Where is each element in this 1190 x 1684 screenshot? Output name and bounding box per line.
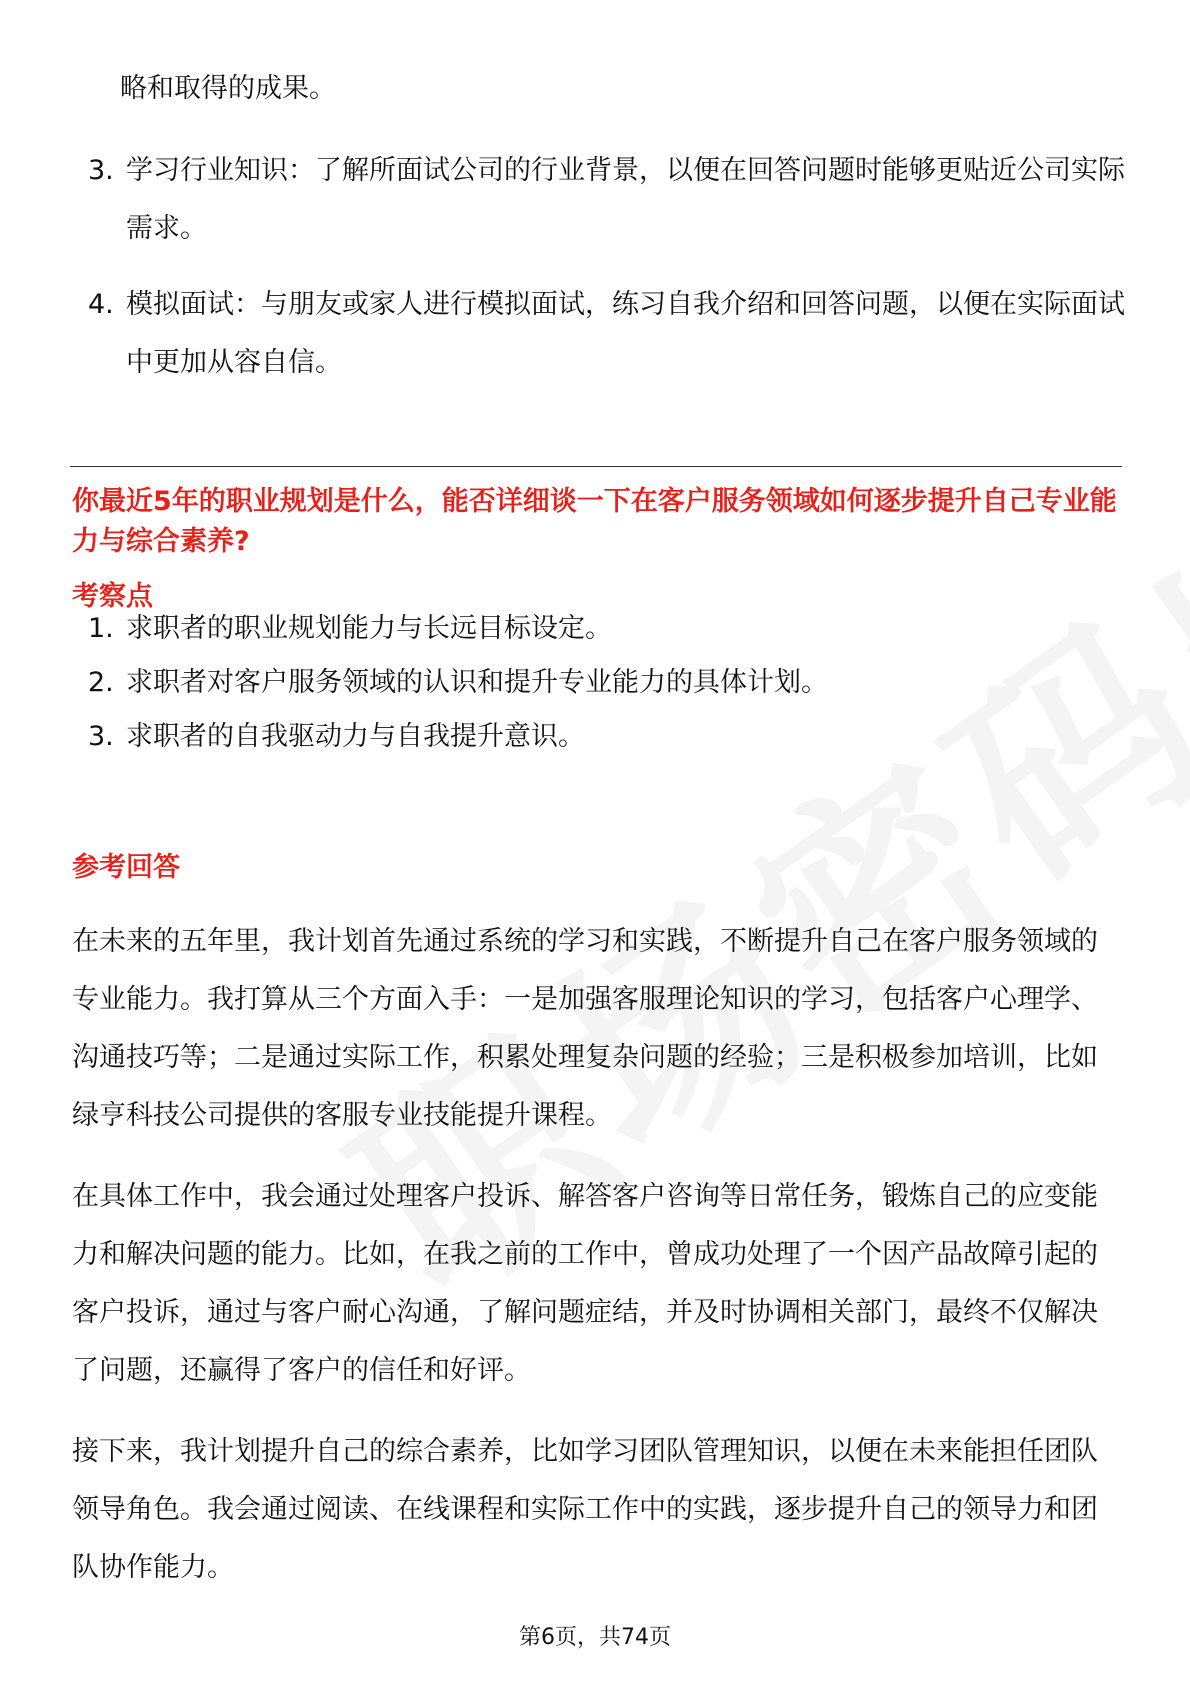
- section-divider: [70, 466, 1122, 467]
- list-item: [78, 600, 1128, 658]
- answer-paragraph: 在具体工作中，我会通过处理客户投诉、解答客户咨询等日常任务，锻炼自己的应变能力和解决问题的能力。比如，在我之前的工作中，曾成功处理了一个因产品故障引起的客户投诉，通过与客户耐心沟通，了解问题症结，并及时协调相关部门，最终不仅解决了问题，还赢得了客户的信任和好评。: [72, 1181, 1098, 1386]
- list-item-text: 求职者的职业规划能力与长远目标设定。: [126, 613, 612, 644]
- continued-text: 略和取得的成果。: [120, 73, 336, 104]
- list-item: [78, 276, 1128, 392]
- list-item-text: 学习行业知识：了解所面试公司的行业背景，以便在回答问题时能够更贴近公司实际需求。: [126, 155, 1125, 244]
- list-item: [78, 654, 1128, 712]
- list-item-text: 模拟面试：与朋友或家人进行模拟面试，练习自我介绍和回答问题，以便在实际面试中更加从容自信。: [126, 289, 1125, 378]
- answer-heading: 参考回答: [72, 852, 180, 883]
- list-item-number: 3.: [88, 155, 114, 186]
- list-item: [78, 708, 1128, 766]
- list-item: [78, 142, 1128, 258]
- page-footer: 第6页，共74页: [519, 1625, 671, 1650]
- list-item-number: 3.: [88, 721, 114, 752]
- answer-paragraph: 接下来，我计划提升自己的综合素养，比如学习团队管理知识，以便在未来能担任团队领导角色。我会通过阅读、在线课程和实际工作中的实践，逐步提升自己的领导力和团队协作能力。: [72, 1436, 1098, 1583]
- question-heading: 你最近5年的职业规划是什么，能否详细谈一下在客户服务领域如何逐步提升自己专业能力与综合素养?: [72, 486, 1117, 557]
- exam-points-heading: 考察点: [72, 581, 153, 612]
- list-item-text: 求职者对客户服务领域的认识和提升专业能力的具体计划。: [126, 667, 828, 698]
- list-item-number: 2.: [88, 667, 114, 698]
- list-item-text: 求职者的自我驱动力与自我提升意识。: [126, 721, 585, 752]
- answer-paragraph: 在未来的五年里，我计划首先通过系统的学习和实践，不断提升自己在客户服务领域的专业能力。我打算从三个方面入手：一是加强客服理论知识的学习，包括客户心理学、沟通技巧等；二是通过实际工作，积累处理复杂问题的经验；三是积极参加培训，比如绿亨科技公司提供的客服专业技能提升课程。: [72, 926, 1098, 1131]
- list-item-number: 4.: [88, 289, 114, 320]
- list-item-number: 1.: [88, 613, 114, 644]
